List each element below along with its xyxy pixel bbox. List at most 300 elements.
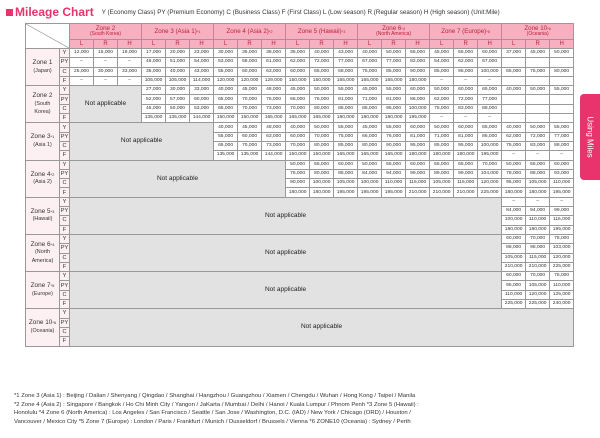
class-label: F [60,188,70,197]
mileage-cell: 57,000 [166,95,190,104]
mileage-cell: 35,000 [238,49,262,58]
zone-region: (Oceania) [526,31,549,38]
mileage-cell: 110,000 [550,281,574,290]
mileage-cell: 45,000 [142,104,166,113]
class-label: PY [60,59,69,66]
mileage-cell: 70,000 [286,141,310,150]
row-footnote-mark: *2 [50,171,55,177]
using-miles-label: Using Miles [585,116,595,158]
mileage-cell: 65,000 [478,86,502,95]
mileage-cell: 40,000 [214,123,238,132]
class-label: Y [60,309,70,318]
class-label: F [60,337,70,346]
mileage-cell: 55,000 [214,67,238,76]
mileage-cell: 55,000 [334,86,358,95]
mileage-cell: – [430,114,454,123]
season-header: H [550,39,574,48]
zone-name: Zone 2 [95,25,116,33]
row-zone-region: (Hawaii) [32,216,53,223]
mileage-cell: 225,000 [502,300,526,309]
title-marker [6,9,13,16]
mileage-cell: 63,000 [262,132,286,141]
season-header: L [286,39,310,48]
mileage-cell: 120,000 [526,290,550,299]
mileage-cell: 71,000 [430,132,454,141]
class-label: C [60,327,70,336]
mileage-cell: 115,000 [454,179,478,188]
mileage-cell [550,104,574,113]
mileage-cell: 105,000 [166,76,190,85]
mileage-cell: 82,000 [406,58,430,67]
table-row [26,309,574,318]
mileage-cell: 100,000 [502,216,526,225]
mileage-cell: 75,000 [430,104,454,113]
class-label: F [60,262,70,271]
class-label: F [60,114,70,123]
mileage-cell: 80,000 [550,67,574,76]
mileage-cell: 105,000 [502,253,526,262]
mileage-cell: 165,000 [262,114,286,123]
mileage-cell: 72,000 [526,132,550,141]
row-zone-name: Zone 4 [30,170,51,178]
mileage-cell: 85,000 [334,141,358,150]
mileage-cell: 45,000 [358,86,382,95]
mileage-cell: 70,000 [526,234,550,243]
mileage-cell: 99,000 [406,169,430,178]
mileage-cell: 66,000 [358,132,382,141]
mileage-cell: 27,000 [142,86,166,95]
mileage-cell: 40,000 [166,67,190,76]
mileage-cell: – [118,58,142,67]
mileage-cell: 43,000 [334,49,358,58]
mileage-cell: 33,000 [118,67,142,76]
corner-cell [26,24,70,49]
mileage-cell [550,76,574,85]
class-label: C [60,290,70,299]
mileage-cell: – [478,76,502,85]
mileage-cell: 85,000 [430,141,454,150]
mileage-cell: 67,000 [478,58,502,67]
row-zone-region: (Oceania) [30,327,55,334]
mileage-cell: 33,000 [190,86,214,95]
season-header: H [262,39,286,48]
mileage-cell: 60,000 [454,123,478,132]
table-row [26,86,574,95]
footnotes [14,392,574,426]
mileage-cell: 35,000 [286,49,310,58]
mileage-cell: 110,000 [382,179,406,188]
mileage-cell: 81,000 [382,95,406,104]
mileage-cell: 55,000 [334,123,358,132]
mileage-cell: – [70,76,94,85]
mileage-cell: 60,000 [238,67,262,76]
footnote-line: *2 Zone 4 (Asia 2) : Singapore / Bangkok / Ho Chi Minh City / Yangon / JaKarta / Mumbai / Delhi / Hanoi / Kuala Lumpur / Phnom Penh *3 Zone 5 (Hawaii) : [14,401,419,408]
row-zone-name: Zone 2 [32,92,53,100]
mileage-cell: – [550,197,574,206]
mileage-cell: 75,000 [550,234,574,243]
using-miles-tab[interactable] [580,94,600,180]
mileage-cell: 70,000 [238,141,262,150]
mileage-cell: 60,000 [286,67,310,76]
mileage-cell: 50,000 [430,123,454,132]
mileage-cell: 60,000 [502,272,526,281]
class-season-legend: Y (Economy Class) PY (Premium Economy) C (Business Class) F (First Class) L (Low season) R (Regular season) H (High season) (Unit:Mile) [101,8,500,16]
mileage-cell: 15,000 [94,49,118,58]
row-zone-region: (Japan) [33,67,52,74]
mileage-cell: 60,000 [286,132,310,141]
row-zone-name: Zone 3 [30,133,51,141]
mileage-cell: – [502,151,526,160]
mileage-cell: 210,000 [526,262,550,271]
zone-footnote-mark: *5 [486,28,491,34]
mileage-cell: 48,000 [262,86,286,95]
mileage-cell: 50,000 [286,160,310,169]
season-header: R [166,39,190,48]
mileage-cell: 60,000 [334,160,358,169]
mileage-cell [502,76,526,85]
mileage-cell [526,104,550,113]
mileage-cell: 99,000 [550,207,574,216]
mileage-cell: 90,000 [382,141,406,150]
season-header: L [70,39,94,48]
mileage-cell: 88,000 [502,244,526,253]
mileage-cell: 165,000 [382,151,406,160]
mileage-cell: 84,000 [358,169,382,178]
mileage-cell: 84,000 [502,207,526,216]
mileage-cell: 120,000 [478,179,502,188]
mileage-cell: 63,000 [262,67,286,76]
mileage-cell: 76,000 [382,132,406,141]
mileage-cell: 180,000 [406,76,430,85]
mileage-cell: 60,000 [550,160,574,169]
mileage-cell: 105,000 [430,179,454,188]
mileage-cell: 70,000 [310,132,334,141]
mileage-cell: 95,000 [406,141,430,150]
class-label: Y [60,197,70,206]
zone-name: Zone 3 (Asia 1) [154,27,197,35]
mileage-cell: 40,000 [358,49,382,58]
mileage-cell [550,114,574,123]
row-zone-header [26,86,60,123]
row-footnote-mark: *3 [50,208,55,214]
mileage-cell: 60,000 [238,132,262,141]
zone-footnote-mark: *3 [341,28,346,34]
table-row [26,58,574,67]
zone-name: Zone 7 (Europe) [441,27,487,35]
class-label: F [60,225,70,234]
mileage-cell: 45,000 [526,49,550,58]
mileage-cell: 83,000 [526,141,550,150]
row-zone-header [26,49,60,86]
mileage-cell: 65,000 [214,95,238,104]
not-applicable-cell: Not applicable [70,123,214,160]
mileage-cell: 80,000 [310,141,334,150]
mileage-cell: 40,000 [286,123,310,132]
season-header: H [190,39,214,48]
mileage-cell: 75,000 [358,67,382,76]
row-zone-region: (Asia 2) [33,179,52,186]
zone-footnote-mark: *1 [196,28,201,34]
mileage-cell [526,95,550,104]
mileage-cell: 55,000 [406,49,430,58]
row-zone-name: Zone 1 [32,59,53,67]
mileage-cell: 75,000 [550,272,574,281]
mileage-cell: 81,000 [334,95,358,104]
mileage-cell: 150,000 [238,114,262,123]
mileage-cell: 50,000 [550,49,574,58]
mileage-cell: 240,000 [550,300,574,309]
mileage-cell [526,58,550,67]
mileage-cell: 62,000 [430,95,454,104]
zone-footnote-mark: *2 [268,28,273,34]
mileage-cell: 50,000 [502,160,526,169]
class-label: Y [60,234,70,243]
mileage-cell: 180,000 [358,114,382,123]
mileage-cell: 150,000 [214,114,238,123]
not-applicable-cell: Not applicable [70,197,502,234]
mileage-cell: 85,000 [358,104,382,113]
mileage-cell: 180,000 [334,114,358,123]
mileage-cell: 180,000 [502,188,526,197]
mileage-cell: – [454,114,478,123]
mileage-cell: 165,000 [310,114,334,123]
mileage-cell: 45,000 [358,123,382,132]
mileage-cell: 210,000 [454,188,478,197]
mileage-cell: 81,000 [454,132,478,141]
season-header: R [526,39,550,48]
mileage-cell: 55,000 [382,160,406,169]
mileage-cell: 180,000 [526,225,550,234]
mileage-cell: 120,000 [550,253,574,262]
mileage-cell: 100,000 [478,141,502,150]
season-header: L [214,39,238,48]
mileage-cell: 30,000 [166,86,190,95]
season-header: R [238,39,262,48]
mileage-cell: 180,000 [454,151,478,160]
row-zone-name: Zone 10 [28,319,53,327]
mileage-cell: 165,000 [286,114,310,123]
mileage-cell: 54,000 [190,58,214,67]
mileage-cell: 195,000 [334,188,358,197]
zone-footnote-mark: *4 [401,26,406,32]
row-footnote-mark: *5 [50,283,55,289]
zone-name: Zone 10 [524,25,548,33]
mileage-cell: 94,000 [382,169,406,178]
mileage-cell: 144,000 [190,114,214,123]
mileage-cell: 40,000 [502,123,526,132]
row-zone-header [26,234,60,271]
mileage-cell: 23,000 [190,49,214,58]
mileage-cell: 45,000 [238,123,262,132]
class-label: PY [60,319,69,326]
mileage-cell: 50,000 [166,104,190,113]
footnote-line: Honolulu *4 Zone 6 (North America) : Los Angeles / San Francisco / Seattle / San Jose / Washington, D.C. (IAD) / New York / Chicago (ORD) / Houston / [14,410,411,416]
mileage-cell: 75,000 [262,95,286,104]
mileage-cell: 103,000 [550,244,574,253]
row-zone-header [26,123,60,160]
mileage-cell: 83,000 [454,104,478,113]
mileage-cell: 195,000 [358,188,382,197]
mileage-cell: 50,000 [310,123,334,132]
season-header: L [430,39,454,48]
row-zone-region: (North America) [31,249,54,264]
mileage-cell: 55,000 [430,160,454,169]
mileage-cell: – [478,114,502,123]
season-header-row [26,39,574,48]
table-row [26,67,574,76]
mileage-cell: 80,000 [358,141,382,150]
season-header: H [478,39,502,48]
mileage-cell: 210,000 [502,262,526,271]
mileage-cell: – [118,76,142,85]
mileage-cell: 60,000 [454,86,478,95]
mileage-cell: 60,000 [406,86,430,95]
mileage-cell: 55,000 [310,160,334,169]
mileage-cell: 180,000 [430,151,454,160]
mileage-cell: 17,000 [142,49,166,58]
mileage-cell: 150,000 [310,151,334,160]
mileage-cell: – [70,58,94,67]
mileage-cell: 80,000 [310,169,334,178]
mileage-cell: – [502,197,526,206]
mileage-cell: 89,000 [430,169,454,178]
mileage-cell: 46,000 [142,58,166,67]
mileage-cell: 120,000 [214,76,238,85]
zone-header [142,24,214,40]
mileage-cell: 20,000 [166,49,190,58]
mileage-cell: 37,000 [502,49,526,58]
class-label: C [60,141,70,150]
mileage-cell: 225,000 [478,188,502,197]
not-applicable-cell: Not applicable [70,309,574,346]
mileage-cell: 94,000 [526,207,550,216]
mileage-cell: 50,000 [358,160,382,169]
row-zone-region: (South Korea) [34,100,51,116]
mileage-cell: 35,000 [142,67,166,76]
mileage-cell: 165,000 [382,76,406,85]
footnote-line: Vancouver / Mexico City *5 Zone 7 (Europe) : London / Paris / Frankfurt / Munich / Dusseldorf / Brussels / Vienna *6 ZONE10 (Oceania) : Sydney / Perth [14,418,411,425]
mileage-cell: 25,000 [70,67,94,76]
mileage-cell: 58,000 [238,58,262,67]
mileage-cell [502,58,526,67]
chart-header [6,4,566,20]
mileage-cell: 210,000 [406,188,430,197]
mileage-cell: 60,000 [478,49,502,58]
mileage-cell: 52,000 [142,95,166,104]
mileage-cell: 85,000 [382,67,406,76]
mileage-cell: 48,000 [262,123,286,132]
zone-header [502,24,574,40]
mileage-cell: 165,000 [358,151,382,160]
mileage-cell [502,114,526,123]
mileage-cell: 65,000 [478,123,502,132]
row-footnote-mark: *4 [50,241,55,247]
mileage-cell: 77,000 [382,58,406,67]
mileage-cell: 115,000 [406,179,430,188]
row-zone-name: Zone 5 [30,207,51,215]
mileage-cell: 104,000 [478,169,502,178]
row-zone-header [26,160,60,197]
mileage-cell: – [430,76,454,85]
mileage-cell: 62,000 [454,58,478,67]
mileage-cell: 75,000 [334,132,358,141]
mileage-cell: 88,000 [526,169,550,178]
table-row [26,49,574,58]
mileage-cell: 100,000 [310,179,334,188]
mileage-cell: 105,000 [334,179,358,188]
class-label: F [60,300,70,309]
mileage-cell: 76,000 [310,95,334,104]
mileage-cell: 135,000 [142,114,166,123]
season-header: R [382,39,406,48]
mileage-cell: 50,000 [526,123,550,132]
table-row [26,76,574,85]
mileage-cell: 55,000 [214,132,238,141]
mileage-cell: 86,000 [478,132,502,141]
season-header: H [118,39,142,48]
mileage-cell: 225,000 [526,300,550,309]
mileage-cell: 65,000 [214,141,238,150]
class-label: Y [60,272,70,281]
mileage-cell: 60,000 [190,95,214,104]
mileage-table [25,23,574,347]
mileage-cell: 73,000 [262,104,286,113]
class-label: C [60,216,70,225]
row-footnote-mark: *1 [50,134,55,140]
mileage-cell: 85,000 [334,169,358,178]
mileage-cell: – [94,58,118,67]
mileage-cell: 195,000 [406,114,430,123]
mileage-cell: 60,000 [406,160,430,169]
mileage-cell: 129,000 [262,76,286,85]
mileage-cell: 70,000 [238,95,262,104]
mileage-cell [526,76,550,85]
mileage-cell: 105,000 [526,179,550,188]
row-zone-region: (Asia 1) [33,141,52,148]
mileage-cell: 98,000 [526,244,550,253]
mileage-cell: 195,000 [550,188,574,197]
mileage-cell: 70,000 [478,160,502,169]
mileage-cell: 99,000 [454,169,478,178]
mileage-cell: 93,000 [550,169,574,178]
class-label: C [60,67,70,76]
mileage-cell: 195,000 [382,188,406,197]
mileage-cell: 60,000 [502,234,526,243]
season-header: L [142,39,166,48]
season-header: R [310,39,334,48]
mileage-cell: 110,000 [502,290,526,299]
mileage-cell: 135,000 [214,151,238,160]
class-label: Y [60,49,70,58]
season-header: R [454,39,478,48]
mileage-cell: 180,000 [310,188,334,197]
zone-footnote-mark: *6 [547,26,551,32]
mileage-cell: 77,000 [334,58,358,67]
mileage-cell: 40,000 [310,49,334,58]
mileage-cell [502,95,526,104]
mileage-cell: 75,000 [502,141,526,150]
season-header: H [334,39,358,48]
zone-region: (South Korea) [89,31,122,38]
mileage-cell: 77,000 [550,132,574,141]
mileage-cell: 45,000 [286,86,310,95]
class-label: PY [60,245,69,252]
mileage-cell: 38,000 [262,49,286,58]
mileage-cell: 180,000 [406,151,430,160]
mileage-cell: 70,000 [238,104,262,113]
mileage-cell: 95,000 [502,281,526,290]
mileage-cell: 61,000 [262,58,286,67]
